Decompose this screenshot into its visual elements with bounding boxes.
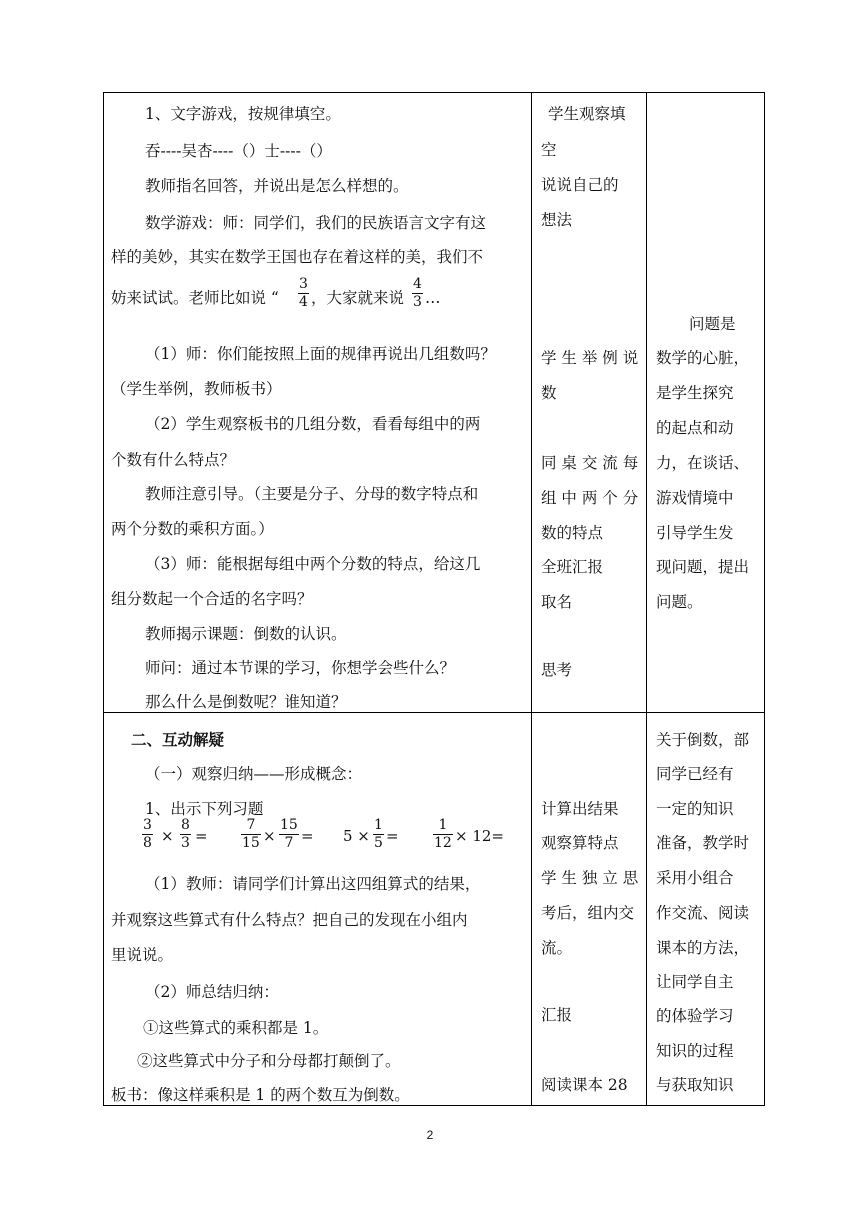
text-line: 计算出结果: [541, 800, 619, 818]
text-line: 学 生 举 例 说: [541, 349, 639, 367]
text-line: 学 生 独 立 思: [541, 869, 639, 887]
denominator: 3: [181, 835, 190, 851]
text-line: 力，在谈话、: [656, 454, 750, 472]
text-line: 一定的知识: [656, 800, 734, 818]
equals-sign: =: [386, 827, 399, 845]
text-line: 空: [541, 141, 557, 159]
text-line: 的起点和动: [656, 419, 734, 437]
text-line: ②这些算式中分子和分母都打颠倒了。: [137, 1052, 401, 1070]
fraction: [143, 817, 152, 852]
text-line: 两个分数的乘积方面。）: [111, 520, 274, 538]
section-heading: 二、互动解疑: [131, 730, 225, 749]
text-line: ①这些算式的乘积都是 1。: [143, 1019, 329, 1037]
numerator: 15: [280, 817, 298, 833]
text-line: 阅读课本 28: [541, 1076, 628, 1094]
numerator: 7: [246, 817, 256, 833]
text-line: 游戏情境中: [656, 489, 734, 507]
text-line: 作交流、阅读: [656, 904, 750, 922]
text-line: 课本的方法，: [656, 939, 750, 957]
text-line: 引导学生发: [656, 524, 734, 542]
row-divider: [103, 712, 765, 713]
text-line: （2）学生观察板书的几组分数，看看每组中的两: [145, 415, 481, 433]
text-line: 同 桌 交 流 每: [541, 454, 639, 472]
fraction: [374, 817, 383, 852]
table-border-bottom: [103, 1105, 765, 1106]
text-line: 板书：像这样乘积是 1 的两个数互为倒数。: [111, 1086, 410, 1104]
text-line: 准备，教学时: [656, 834, 750, 852]
text-line: 说说自己的: [541, 176, 619, 194]
text-line: 1、文字游戏，按规律填空。: [145, 105, 341, 123]
operand: 5 ×: [343, 827, 370, 845]
text-line: 组 中 两 个 分: [541, 489, 639, 507]
text-line: 现问题，提出: [656, 558, 750, 576]
text-line: 数的特点: [541, 524, 604, 542]
text-line: （一）观察归纳——形成概念：: [145, 765, 363, 783]
text-line: 教师注意引导。（主要是分子、分母的数字特点和: [145, 485, 479, 503]
fraction: [181, 817, 190, 852]
text-line: 的体验学习: [656, 1007, 734, 1025]
text-line: （1）教师：请同学们计算出这四组算式的结果，: [145, 875, 481, 893]
fraction: [280, 817, 298, 852]
text-line: 让同学自主: [656, 973, 734, 991]
text-line: 知识的过程: [656, 1042, 734, 1060]
lesson-plan-table: [103, 92, 765, 1106]
text-line: 数: [541, 384, 557, 402]
denominator: 12: [434, 835, 452, 851]
text-line: 个数有什么特点？: [111, 451, 236, 469]
table-border-left: [103, 92, 104, 1106]
text-line: 数学的心脏，: [656, 349, 750, 367]
fraction-four-thirds: [413, 276, 422, 311]
fraction: [434, 817, 452, 852]
denominator: 15: [242, 835, 260, 851]
text-line: （2）师总结归纳：: [145, 983, 279, 1001]
operand: × 12=: [455, 827, 504, 845]
text-line: 想法: [541, 211, 573, 229]
text-line: 汇报: [541, 1006, 573, 1024]
text-line: 吞----吴杏----（）士----（）: [145, 142, 332, 160]
numerator: 4: [413, 276, 422, 292]
text-line: 思考: [541, 661, 573, 679]
text-line: 全班汇报: [541, 558, 604, 576]
text-line: 观察算特点: [541, 834, 619, 852]
text-line: 问题。: [656, 593, 703, 611]
column-divider-1: [531, 92, 532, 1106]
page-number: 2: [426, 1128, 434, 1142]
text-line: 样的美妙，其实在数学王国也存在着这样的美，我们不: [111, 248, 484, 266]
text-line: 那么什么是倒数呢？谁知道？: [145, 693, 347, 711]
text-line: 并观察这些算式有什么特点？把自己的发现在小组内: [111, 911, 468, 929]
equals-sign: =: [301, 827, 314, 845]
text-line: 流。: [541, 939, 573, 957]
text-line: 教师指名回答，并说出是怎么样想的。: [145, 177, 409, 195]
text-line: （3）师：能根据每组中两个分数的特点，给这几: [145, 555, 481, 573]
denominator: 5: [374, 835, 383, 851]
denominator: 7: [284, 835, 294, 851]
text-line: 1、出示下列习题: [145, 800, 264, 818]
text-line: …: [425, 289, 441, 307]
text-line: 问题是: [689, 315, 736, 333]
text-line: 与获取知识: [656, 1076, 734, 1094]
text-line: 里说说。: [111, 946, 174, 964]
times-sign: ×: [263, 827, 276, 845]
text-line: 考后，组内交: [541, 904, 635, 922]
fraction: [242, 817, 260, 852]
times-sign: ×: [161, 827, 174, 845]
text-line: 同学已经有: [656, 765, 734, 783]
column-divider-2: [646, 92, 647, 1106]
denominator: 3: [413, 294, 422, 310]
numerator: 3: [143, 817, 152, 833]
numerator: 1: [374, 817, 383, 833]
text-line: 教师揭示课题：倒数的认识。: [145, 625, 347, 643]
numerator: 8: [181, 817, 190, 833]
text-line: 采用小组合: [656, 869, 734, 887]
text-line: 妨来试试。老师比如说 “: [111, 289, 279, 307]
text-line: 取名: [541, 593, 573, 611]
text-line: 关于倒数，部: [656, 731, 750, 749]
text-line: 组分数起一个合适的名字吗？: [111, 590, 313, 608]
table-border-top: [103, 92, 765, 93]
table-border-right: [764, 92, 765, 1106]
denominator: 8: [143, 835, 152, 851]
text-line: 学生观察填: [548, 105, 626, 123]
equals-sign: =: [195, 827, 208, 845]
text-line: 师问：通过本节课的学习，你想学会些什么？: [145, 659, 456, 677]
numerator: 3: [299, 276, 308, 292]
text-line: （1）师：你们能按照上面的规律再说出几组数吗？: [145, 345, 496, 363]
text-line: ，大家就来说: [311, 289, 405, 307]
denominator: 4: [299, 294, 308, 310]
text-line: 数学游戏：师：同学们，我们的民族语言文字有这: [145, 214, 487, 232]
fraction-three-quarters: [299, 276, 308, 311]
text-line: 是学生探究: [656, 384, 734, 402]
numerator: 1: [438, 817, 448, 833]
text-line: （学生举例，教师板书）: [111, 380, 282, 398]
